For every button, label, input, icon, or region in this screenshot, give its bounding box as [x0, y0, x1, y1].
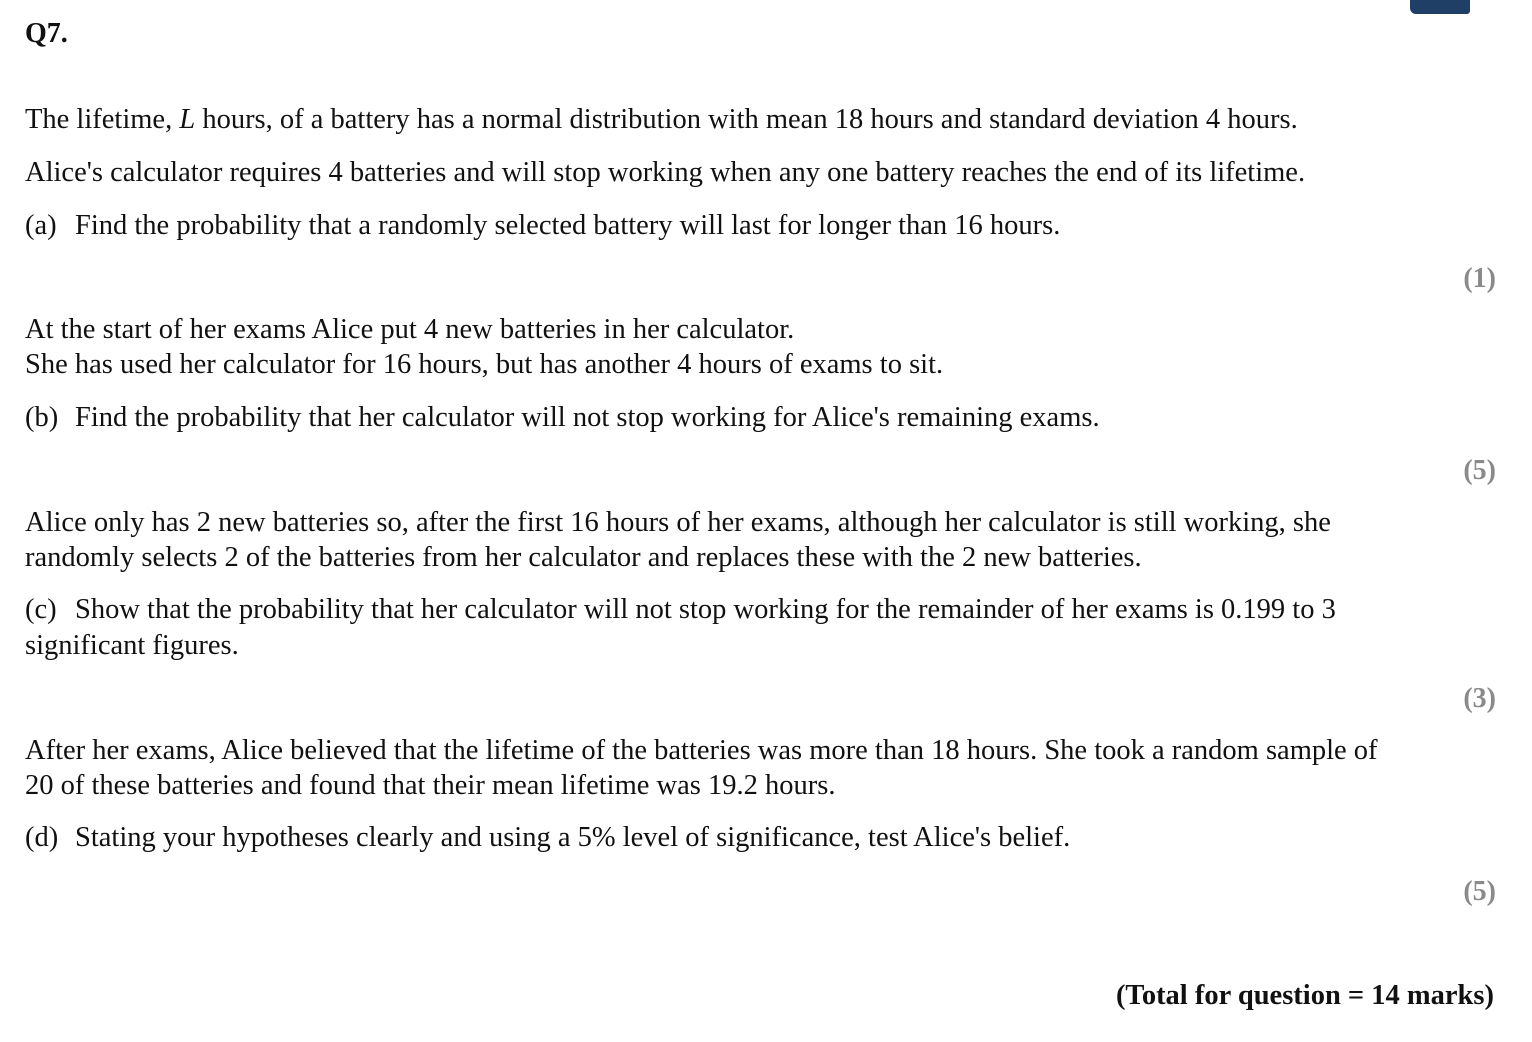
- part-c-line-1: [25, 592, 1336, 628]
- intro-line-1-pre: The lifetime,: [25, 104, 180, 135]
- context-b-line-2: She has used her calculator for 16 hours, but has another 4 hours of exams to sit.: [25, 349, 944, 380]
- part-d-text: Stating your hypotheses clearly and using a 5% level of significance, test Alice's belief.: [75, 822, 1071, 853]
- part-c-label: (c): [25, 594, 57, 625]
- part-c-text-1: Show that the probability that her calculator will not stop working for the remainder of her exams is 0.199 to 3: [75, 594, 1336, 625]
- part-c-marks: (3): [1463, 683, 1496, 714]
- question-number: Q7.: [25, 18, 68, 49]
- part-d-label: (d): [25, 822, 59, 853]
- total-marks: (Total for question = 14 marks): [1115, 980, 1494, 1011]
- part-c-line-2: significant figures.: [25, 630, 239, 661]
- part-b-label: (b): [25, 402, 59, 433]
- part-a-label: (a): [25, 210, 57, 241]
- corner-tab: [1410, 0, 1470, 14]
- context-d-line-1: After her exams, Alice believed that the lifetime of the batteries was more than 18 hours. She took a random sample of: [25, 735, 1378, 766]
- part-a-text: Find the probability that a randomly selected battery will last for longer than 16 hours.: [75, 210, 1061, 241]
- variable-l: L: [179, 104, 196, 135]
- intro-line-2: Alice's calculator requires 4 batteries and will stop working when any one battery reaches the end of its lifetime.: [25, 157, 1306, 188]
- context-d-line-2: 20 of these batteries and found that their mean lifetime was 19.2 hours.: [25, 770, 836, 801]
- intro-line-1: [25, 102, 1298, 138]
- part-b-marks: (5): [1463, 455, 1496, 486]
- part-a-marks: (1): [1463, 263, 1496, 294]
- part-b-text: Find the probability that her calculator will not stop working for Alice's remaining exams.: [75, 402, 1100, 433]
- part-d-marks: (5): [1463, 876, 1496, 907]
- intro-line-1-post: hours, of a battery has a normal distribution with mean 18 hours and standard deviation 4 hours.: [195, 104, 1298, 135]
- part-b: [25, 400, 1100, 436]
- part-d: [25, 820, 1070, 856]
- context-c-line-2: randomly selects 2 of the batteries from her calculator and replaces these with the 2 new batteries.: [25, 542, 1142, 573]
- context-b-line-1: At the start of her exams Alice put 4 new batteries in her calculator.: [25, 314, 795, 345]
- context-c-line-1: Alice only has 2 new batteries so, after the first 16 hours of her exams, although her calculator is still working, she: [25, 507, 1331, 538]
- part-a: [25, 208, 1060, 244]
